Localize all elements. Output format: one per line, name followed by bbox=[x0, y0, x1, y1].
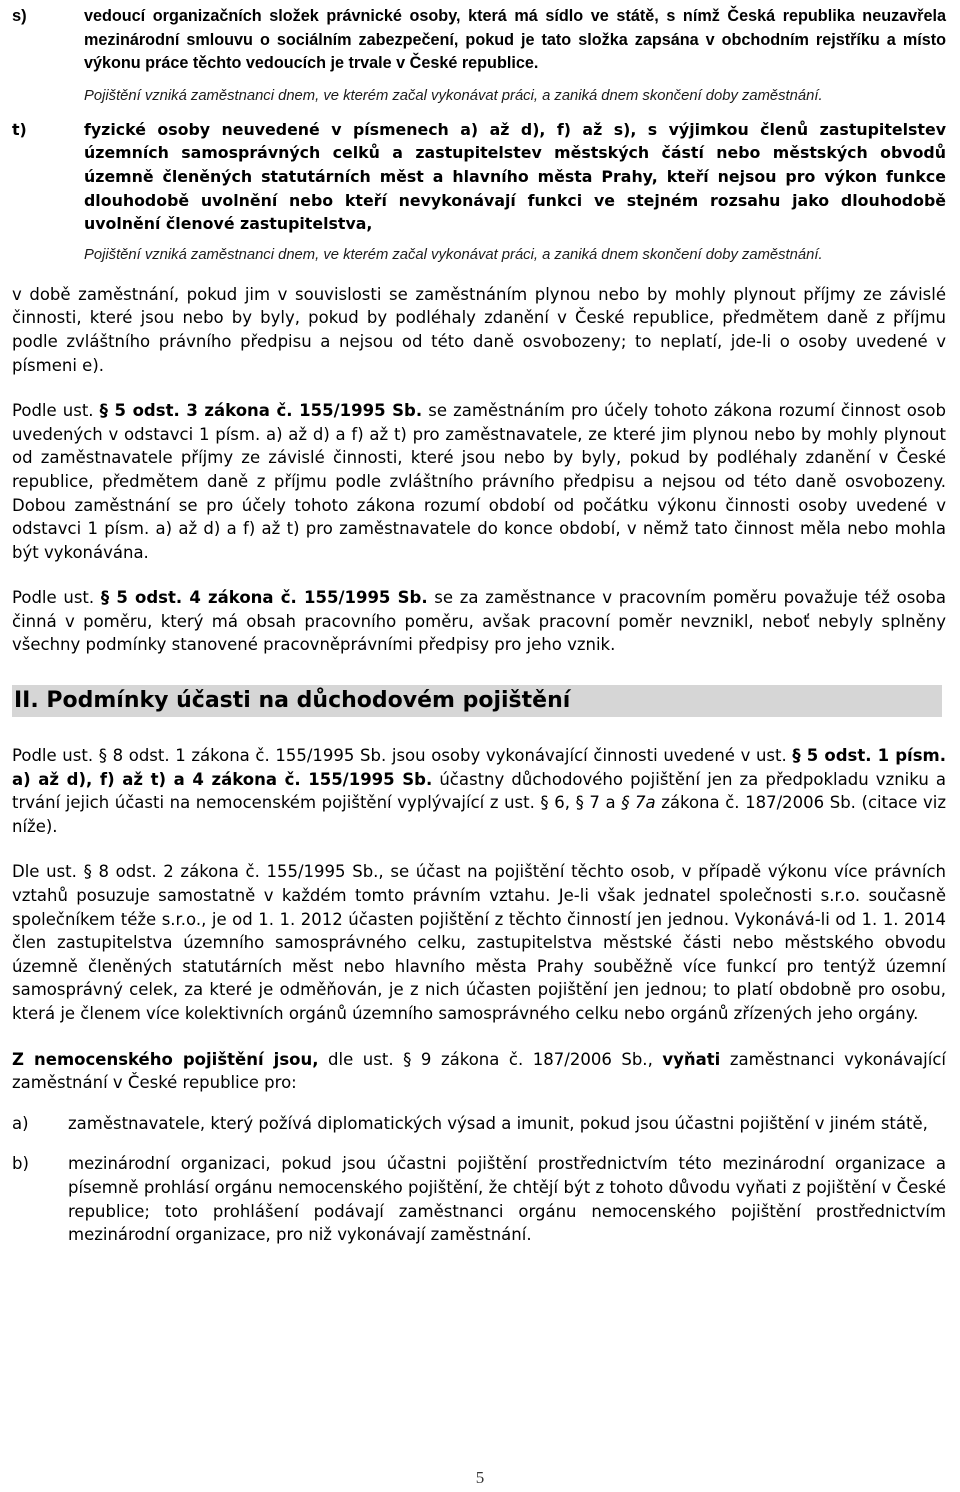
paragraph-body: dle ust. § 9 zákona č. 187/2006 Sb. bbox=[318, 1049, 648, 1069]
list-item bbox=[12, 5, 946, 107]
list-marker: b) bbox=[12, 1154, 29, 1174]
list-item-text: zaměstnavatele, který požívá diplomatických výsad a imunit, pokud jsou účastni pojištění v jiném státě, bbox=[68, 1113, 928, 1133]
list-item bbox=[12, 1112, 946, 1136]
paragraph-lead: Podle ust. § 8 odst. 1 zákona č. 155/1995 Sb. jsou osoby vykonávající činnosti uvedené v ust. bbox=[12, 746, 787, 766]
paragraph-8-2: Dle ust. § 8 odst. 2 zákona č. 155/1995 Sb., se účast na pojištění těchto osob, v případě výkonu více právních vztahů posuzuje samostatně v každém tomto právním vztahu. Je-li však jednatel společnosti s.r.o. současně společníkem téže s.r.o., je od 1. 1. 2012 účasten pojištění z těchto činností jen jednou. Vykonává-li od 1. 1. 2014 člen zastupitelstva územního samosprávného celku, zastupitelstva městské části nebo městského obvodu územně členěných statutárních měst nebo hlavního města Prahy souběžně více funkcí pro tentýž územní samosprávný celek, za které je odměňován, je z nich účasten pojištění jen jednou; to platí obdobně pro osobu, která je členem více kolektivních orgánů územního samosprávného celku nebo orgánů zřízených jeho orgány. bbox=[12, 862, 946, 1023]
paragraph-5-4 bbox=[12, 586, 946, 657]
list-item bbox=[12, 1152, 946, 1246]
list-item bbox=[12, 118, 946, 266]
list-marker: t) bbox=[12, 119, 27, 139]
law-reference: § 5 odst. 1 písm. a) až d), f) až t) a 4 zákona č. 155/1995 Sb. bbox=[12, 746, 946, 789]
paragraph-tail: zaměstnanci vykonávající zaměstnání v České republice pro: bbox=[12, 1049, 946, 1093]
bold-word: vyňati bbox=[662, 1049, 721, 1069]
bold-lead: Z nemocenského pojištění jsou, bbox=[12, 1049, 319, 1069]
paragraph-comma: , bbox=[647, 1049, 663, 1069]
list-marker: s) bbox=[12, 7, 27, 25]
paragraph-lead: Podle ust. bbox=[12, 401, 94, 421]
paragraph-tail: zákona č. 187/2006 Sb. (citace viz níže). bbox=[12, 793, 946, 836]
list-item-text: mezinárodní organizaci, pokud jsou účastni pojištění prostřednictvím této mezinárodní organizace a písemně prohlásí orgánu nemocenského pojištění, že chtějí být z tohoto důvodu vyňati z pojištění v České republice; toto prohlášení podávají zaměstnanci orgánu nemocenského pojištění prostřednictvím mezinárodní organizace, pro niž vykonávají zaměstnání. bbox=[68, 1154, 946, 1245]
paragraph-body: se zaměstnáním pro účely tohoto zákona rozumí činnost osob uvedených v odstavci 1 písm. a) až d) a f) až t) pro zaměstnavatele, ze které jim plynou nebo by mohly plynout od zaměstnavatele příjmy ze závislé činnosti, které jsou nebo by byly, pokud by podléhaly zdanění v České republice, předmětem daně z příjmu podle zvláštního právního předpisu a nejsou od této daně osvobozeny. Dobou zaměstnání se pro účely tohoto zákona rozumí období od počátku výkonu činnosti osoby uvedené v odstavci 1 písm. a) až d) a f) až t) pro zaměstnavatele do konce období, v němž tato činnost měla nebo mohla být vykonávána. bbox=[12, 401, 946, 562]
list-marker: a) bbox=[12, 1113, 29, 1133]
paragraph-employment: v době zaměstnání, pokud jim v souvislosti se zaměstnáním plynou nebo by mohly plynout příjmy ze závislé činnosti, které jsou nebo by byly, pokud by podléhaly zdanění v České republice, předmětem daně z příjmu podle zvláštního právního předpisu a nejsou od této daně osvobozeny; to neplatí, jde-li o osoby uvedené v písmeni e). bbox=[12, 284, 946, 375]
paragraph-body: účastny důchodového pojištění jen za předpokladu vzniku a trvání jejich účasti na nemocenském pojištění vyplývající z ust. § 6, § 7 a bbox=[12, 769, 947, 813]
section-heading: II. Podmínky účasti na důchodovém pojištění bbox=[12, 685, 942, 717]
law-reference: § 5 odst. 3 zákona č. 155/1995 Sb. bbox=[99, 401, 423, 421]
list-item-note: Pojištění vzniká zaměstnanci dnem, ve kterém začal vykonávat práci, a zaniká dnem skončení doby zaměstnání. bbox=[84, 87, 823, 104]
paragraph-8-1 bbox=[12, 744, 946, 838]
page-content bbox=[12, 0, 946, 1247]
list-item-note: Pojištění vzniká zaměstnanci dnem, ve kterém začal vykonávat práci, a zaniká dnem skončení doby zaměstnání. bbox=[84, 246, 823, 263]
law-reference-italic: § 7a bbox=[621, 793, 656, 813]
paragraph-lead: Podle ust. bbox=[12, 588, 95, 608]
law-reference: § 5 odst. 4 zákona č. 155/1995 Sb. bbox=[100, 588, 428, 608]
paragraph-5-3 bbox=[12, 399, 946, 564]
list-item-text: vedoucí organizačních složek právnické osoby, která má sídlo ve státě, s nímž Česká republika neuzavřela mezinárodní smlouvu o sociálním zabezpečení, pokud je tato složka zapsána v obchodním rejstříku a místo výkonu práce těchto vedoucích je trvale v České republice. bbox=[84, 7, 946, 73]
page-number: 5 bbox=[475, 1468, 485, 1487]
paragraph-body: se za zaměstnance v pracovním poměru považuje též osoba činná v poměru, který má obsah pracovního poměru, avšak pracovní poměr nevznikl, neboť nebyly splněny všechny podmínky stanovené pracovněprávními předpisy pro jeho vznik. bbox=[12, 588, 947, 655]
list-item-text: fyzické osoby neuvedené v písmenech a) až d), f) až s), s výjimkou členů zastupitelstev územních samosprávných celků a zastupitelstev městských částí nebo městských obvodů územně členěných statutárních měst a hlavního města Prahy, kteří nejsou pro výkon funkce dlouhodobě uvolnění nebo kteří nevykonávají funkci ve stejném rozsahu jako dlouhodobě uvolnění členové zastupitelstva, bbox=[84, 119, 946, 234]
paragraph-sickness-insurance bbox=[12, 1048, 946, 1095]
